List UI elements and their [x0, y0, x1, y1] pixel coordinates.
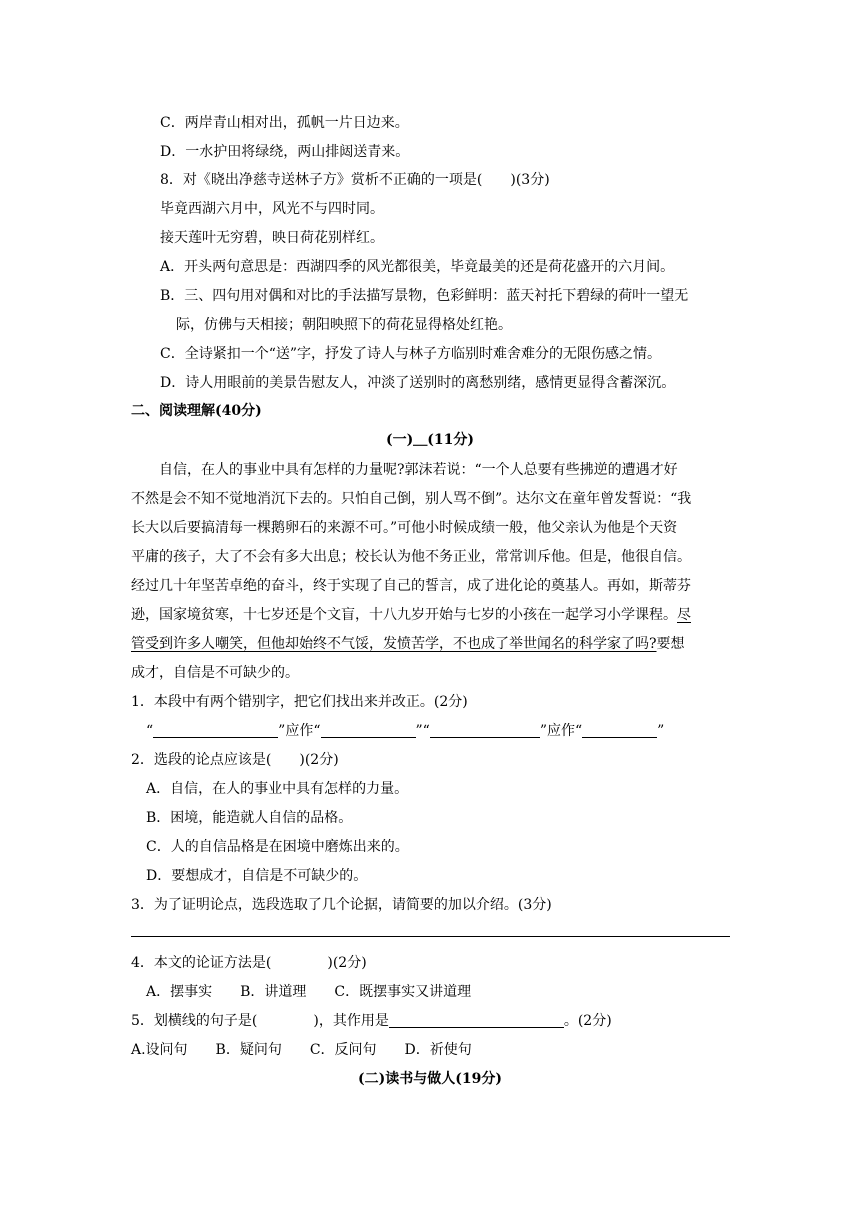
- q1-stem: 1．本段中有两个错别字，把它们找出来并改正。(2分): [131, 694, 468, 710]
- q1-blank-1[interactable]: [153, 723, 278, 738]
- q8-option-b-line2: 际，仿佛与天相接；朝阳映照下的荷花显得格处红艳。: [176, 317, 512, 333]
- q8-poem-line1: 毕竟西湖六月中，风光不与四时同。: [160, 201, 384, 217]
- q7-option-c: C．两岸青山相对出，孤帆一片日边来。: [160, 115, 409, 131]
- q2-stem: 2．选段的论点应该是( )(2分): [131, 752, 339, 768]
- part-1-title: (一)＿(11分): [386, 432, 474, 448]
- q1-should-be-1: ”应作“: [278, 723, 321, 739]
- q1-should-be-2: ”应作“: [539, 723, 583, 739]
- q2-option-b: B．困境，能造就人自信的品格。: [146, 810, 353, 826]
- part-2-title: (二)读书与做人(19分): [358, 1071, 502, 1087]
- q1-between: ”“: [415, 723, 430, 739]
- q8-option-a: A．开头两句意思是：西湖四季的风光都很美，毕竟最美的还是荷花盛开的六月间。: [160, 259, 675, 275]
- q1-quote-close: ”: [657, 723, 665, 739]
- passage-line-5: 经过几十年坚苦卓绝的奋斗，终于实现了自己的誓言，成了进化论的奠基人。再如，斯蒂芬: [131, 578, 691, 594]
- q8-stem: 8．对《晓出净慈寺送林子方》赏析不正确的一项是( )(3分): [160, 172, 550, 188]
- q7-option-d: D．一水护田将绿绕，两山排闼送青来。: [160, 144, 410, 160]
- passage-line-8: 成才，自信是不可缺少的。: [131, 665, 299, 681]
- underlined-sentence-start: 尽: [677, 607, 691, 623]
- q5-options: A.设问句 B．疑问句 C．反问句 D．祈使句: [131, 1042, 472, 1058]
- passage-line-7: [131, 635, 685, 653]
- passage-line-6: [131, 606, 691, 624]
- q8-poem-line2: 接天莲叶无穷碧，映日荷花别样红。: [160, 230, 384, 246]
- q2-option-a: A．自信，在人的事业中具有怎样的力量。: [146, 781, 409, 797]
- passage-line-6-text: 逊，国家境贫寒，十七岁还是个文盲，十八九岁开始与七岁的小孩在一起学习小学课程。: [131, 607, 677, 623]
- q8-option-b-line1: B．三、四句用对偶和对比的手法描写景物，色彩鲜明：蓝天衬托下碧绿的荷叶一望无: [160, 288, 689, 304]
- underlined-sentence: 管受到许多人嘲笑，但他却始终不气馁，发愤苦学，不也成了举世闻名的科学家了吗?: [131, 636, 657, 652]
- q5-blank[interactable]: [389, 1013, 564, 1028]
- q1-blank-3[interactable]: [430, 723, 540, 738]
- q5-stem-a: 5．划横线的句子是( )，其作用是: [131, 1013, 389, 1029]
- q1-answer-line: [146, 722, 664, 740]
- q4-options: A．摆事实 B．讲道理 C．既摆事实又讲道理: [146, 984, 472, 1000]
- section-2-title: 二、阅读理解(40分): [131, 403, 262, 419]
- q5-stem-b: 。(2分): [563, 1013, 612, 1029]
- q4-stem: 4．本文的论证方法是( )(2分): [131, 955, 367, 971]
- q8-option-d: D．诗人用眼前的美景告慰友人，冲淡了送别时的离愁别绪，感情更显得含蓄深沉。: [160, 375, 676, 391]
- q2-option-c: C．人的自信品格是在困境中磨炼出来的。: [146, 839, 409, 855]
- q3-answer-line[interactable]: [131, 936, 730, 937]
- passage-line-3: 长大以后要搞清每一棵鹅卵石的来源不可。”可他小时候成绩一般，他父亲认为他是个天资: [131, 520, 678, 536]
- passage-line-2: 不然是会不知不觉地消沉下去的。只怕自己倒，别人骂不倒”。达尔文在童年曾发誓说：“我: [131, 491, 692, 507]
- q1-blank-4[interactable]: [582, 723, 657, 738]
- q5-stem: [131, 1012, 612, 1030]
- q8-option-c: C．全诗紧扣一个“送”字，抒发了诗人与林子方临别时难舍难分的无限伤感之情。: [160, 346, 662, 362]
- q3-stem: 3．为了证明论点，选段选取了几个论据，请简要的加以介绍。(3分): [131, 897, 552, 913]
- passage-line-4: 平庸的孩子，大了不会有多大出息；校长认为他不务正业，常常训斥他。但是，他很自信。: [131, 549, 691, 565]
- passage-line-1: 自信，在人的事业中具有怎样的力量呢?郭沫若说：“一个人总要有些拂逆的遭遇才好: [159, 462, 678, 478]
- q1-quote-open: “: [146, 723, 154, 739]
- q1-blank-2[interactable]: [321, 723, 416, 738]
- q2-option-d: D．要想成才，自信是不可缺少的。: [146, 868, 368, 884]
- passage-line-7-text: 要想: [656, 636, 685, 652]
